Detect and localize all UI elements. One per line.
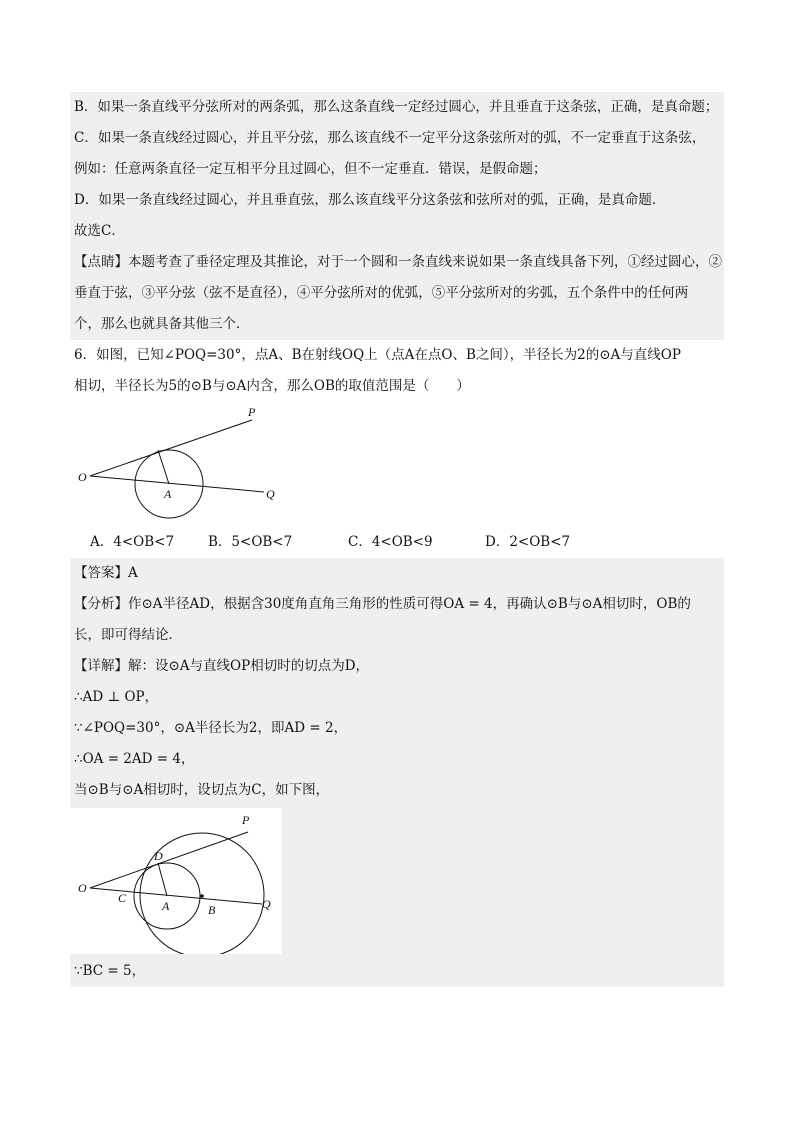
label-a: A xyxy=(162,899,170,913)
detail-line: ∵BC = 5， xyxy=(70,956,724,987)
option-c: C．4<OB<9 xyxy=(348,534,433,550)
detail-line: 当⊙B与⊙A相切时，设切点为C，如下图， xyxy=(70,775,724,806)
label-p: P xyxy=(248,405,256,419)
text-line: B．如果一条直线平分弦所对的两条弧，那么这条直线一定经过圆心，并且垂直于这条弦，正确，是真命题； xyxy=(70,92,724,123)
label-p: P xyxy=(242,813,250,827)
question-text: 6．如图，已知∠POQ=30°，点A、B在射线OQ上（点A在点O、B之间），半径长为2的⊙A与直线OP xyxy=(74,347,681,363)
figure-2 xyxy=(70,808,282,954)
figure-2-container xyxy=(70,806,724,956)
analysis-line: 长，即可得结论． xyxy=(70,620,724,651)
text-line: 例如：任意两条直径一定互相平分且过圆心，但不一定垂直．错误，是假命题； xyxy=(70,154,724,185)
label-q: Q xyxy=(266,487,275,501)
text-line: D．如果一条直线经过圆心，并且垂直弦，那么该直线平分这条弦和弦所对的弧，正确，是真命题． xyxy=(70,185,724,216)
question-text: 相切，半径长为5的⊙B与⊙A内含，那么OB的取值范围是（ ） xyxy=(74,378,470,394)
label-a: A xyxy=(164,487,172,501)
analysis-line: 【分析】作⊙A半径AD，根据含30度角直角三角形的性质可得OA = 4，再确认⊙B与⊙A相切时，OB的 xyxy=(70,589,724,620)
label-c: C xyxy=(118,891,127,905)
text-line: 故选C． xyxy=(70,216,724,247)
label-b: B xyxy=(208,903,216,917)
document-body xyxy=(70,92,724,987)
label-q: Q xyxy=(262,897,271,911)
detail-line: 【详解】解：设⊙A与直线OP相切时的切点为D， xyxy=(70,651,724,682)
text-line: 垂直于弦，③平分弦（弦不是直径），④平分弦所对的优弧，⑤平分弦所对的劣弧，五个条件中的任何两 xyxy=(70,278,724,309)
detail-line: ∴OA = 2AD = 4， xyxy=(70,744,724,775)
detail-line: ∴AD ⊥ OP， xyxy=(70,682,724,713)
text-line: 【点睛】本题考查了垂径定理及其推论，对于一个圆和一条直线来说如果一条直线具备下列，①经过圆心，② xyxy=(70,247,724,278)
option-b: B．5<OB<7 xyxy=(208,534,293,550)
option-d: D．2<OB<7 xyxy=(485,534,571,550)
option-a: A．4<OB<7 xyxy=(90,534,175,550)
answer-line: 【答案】A xyxy=(70,558,724,589)
geometry-figure-2 xyxy=(70,808,282,954)
answer-options xyxy=(70,526,724,558)
label-o: O xyxy=(78,881,87,895)
text-line: 个，那么也就具备其他三个． xyxy=(70,309,724,340)
detail-line: ∵∠POQ=30°，⊙A半径长为2，即AD = 2， xyxy=(70,713,724,744)
question-6 xyxy=(70,340,724,558)
geometry-figure-1 xyxy=(70,402,310,526)
label-d: D xyxy=(154,849,163,863)
label-o: O xyxy=(78,470,87,484)
text-line: C．如果一条直线经过圆心，并且平分弦，那么该直线不一定平分这条弦所对的弧，不一定垂直于这条弦， xyxy=(70,123,724,154)
figure-1 xyxy=(70,402,724,526)
